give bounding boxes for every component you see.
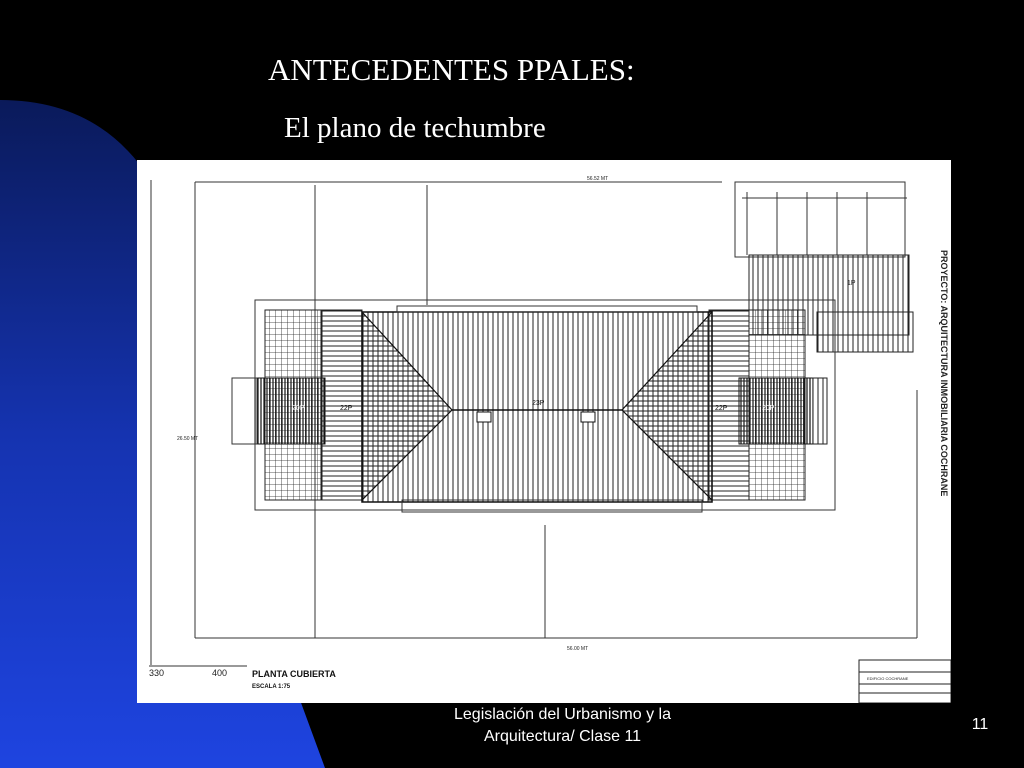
slide-subtitle: El plano de techumbre: [284, 112, 546, 144]
roof-plan-svg: [137, 160, 951, 703]
right-wing-label: 20P: [762, 405, 775, 412]
page-number: 11: [971, 716, 989, 733]
side-project-text: PROYECTO: ARQUITECTURA INMOBILIARIA COCHRANE: [939, 250, 949, 497]
annex-label: 1P: [847, 280, 856, 287]
slide-title: ANTECEDENTES PPALES:: [268, 52, 635, 87]
right-pitch-label: 22P: [715, 405, 728, 412]
plan-scale: ESCALA 1:75: [252, 684, 291, 690]
center-label: 23P: [532, 400, 545, 407]
left-wing-label: 20P: [292, 405, 305, 412]
ruler-label-b: 400: [212, 668, 228, 678]
roof-plan-drawing: [137, 160, 951, 703]
top-dimension: 56.52 MT: [587, 176, 609, 182]
bottom-dimension: 56.00 MT: [567, 646, 589, 652]
footer-line-1: Legislación del Urbanismo y la: [454, 706, 671, 723]
title-block: [859, 660, 951, 703]
slide-footer: [400, 704, 725, 748]
title-block-name: EDIFICIO COCHRANE: [867, 676, 909, 681]
left-pitch-label: 22P: [340, 405, 353, 412]
footer-line-2: Arquitectura/ Clase 11: [483, 728, 642, 745]
main-building: [232, 300, 835, 512]
ruler-label-a: 330: [149, 668, 165, 678]
side-dimension: 26.50 MT: [177, 436, 199, 442]
plan-title: PLANTA CUBIERTA: [252, 669, 336, 679]
